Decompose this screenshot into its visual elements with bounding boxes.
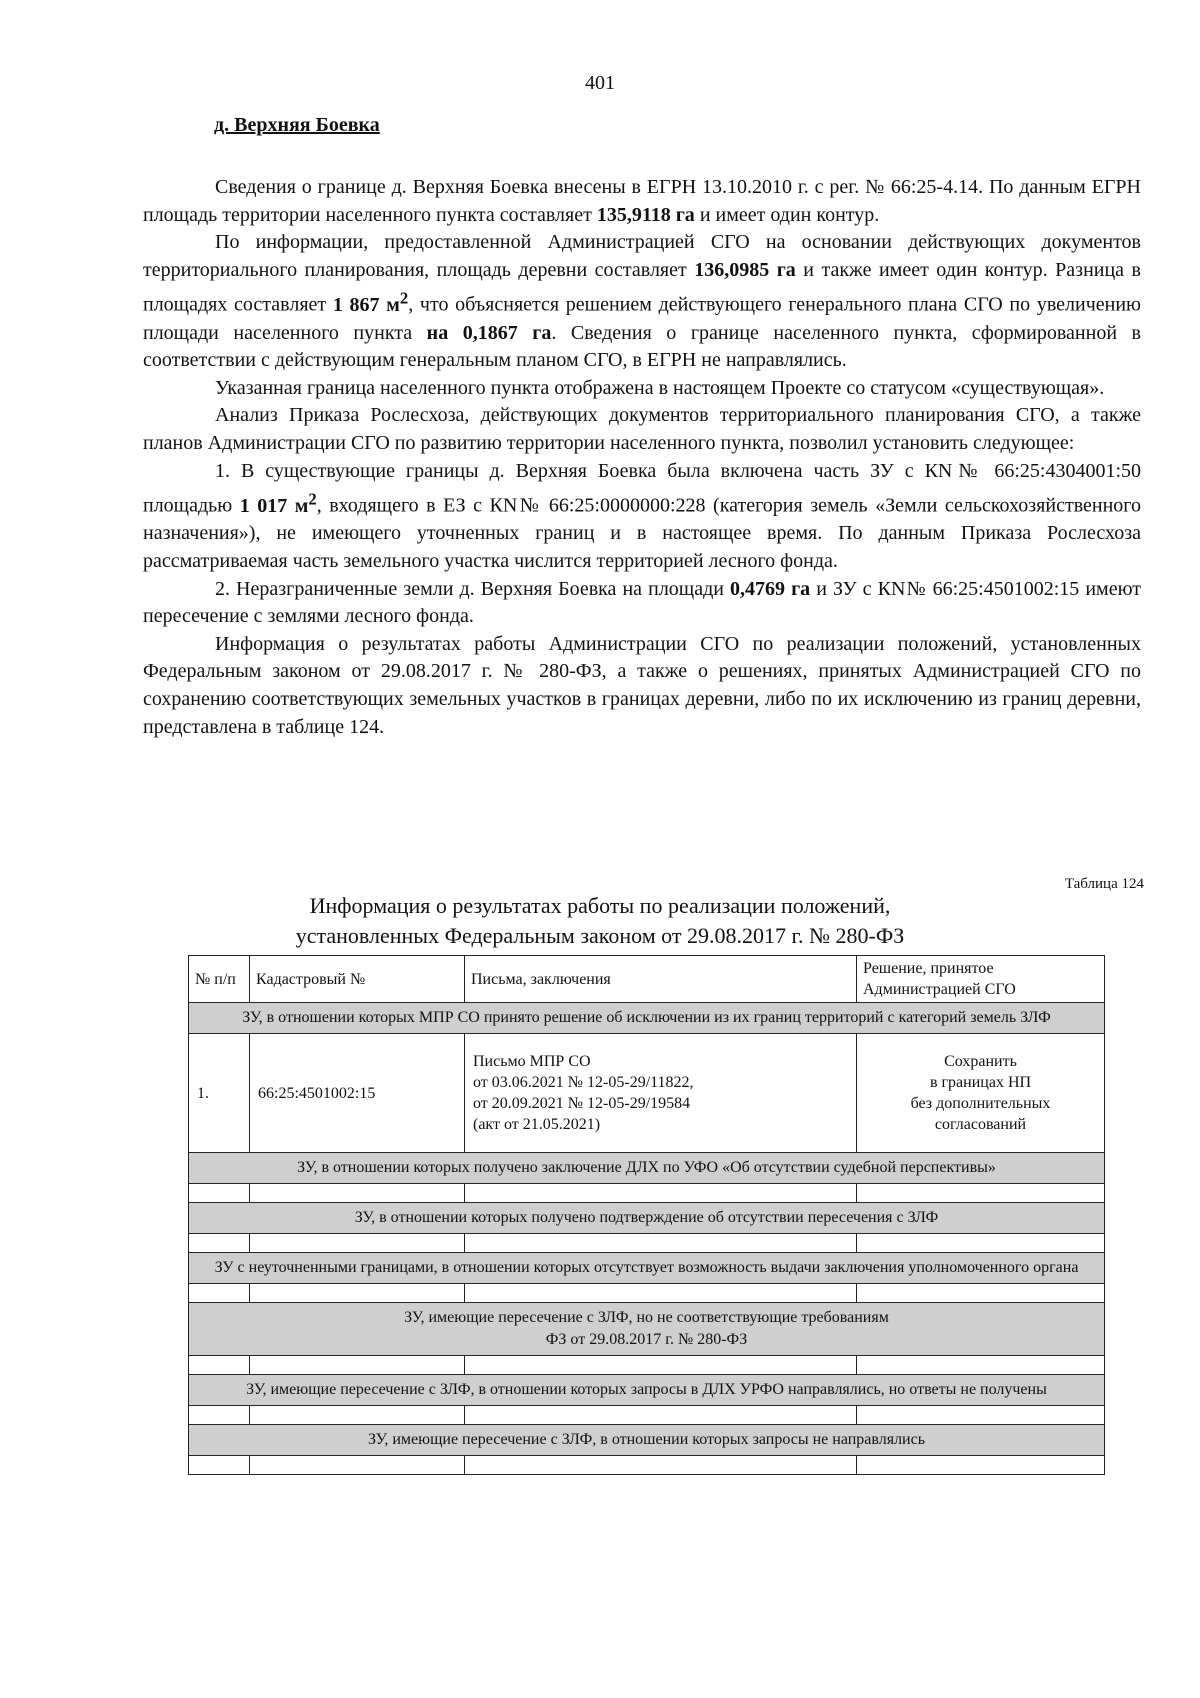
- paragraph-3: Указанная граница населенного пункта отображена в настоящем Проекте со статусом «существующая».: [215, 376, 1105, 399]
- row-cadastral: 66:25:4501002:15: [250, 1034, 465, 1153]
- empty-row: [189, 1406, 1105, 1425]
- group-row: [189, 1003, 1105, 1034]
- section-heading: д. Верхняя Боевка: [214, 114, 380, 136]
- group-row: [189, 1153, 1105, 1184]
- paragraph-4: Анализ Приказа Рослесхоза, действующих документов территориального планирования СГО, а также планов Администрации СГО по развитию территории населенного пункта, позволил установить следующее:: [143, 404, 1141, 454]
- letters-line: Письмо МПР СО: [473, 1053, 591, 1070]
- group-row: [189, 1303, 1105, 1356]
- page-number: 401: [585, 72, 615, 94]
- group-label-7: ЗУ, имеющие пересечение с ЗЛФ, в отношении которых запросы не направлялись: [189, 1425, 1105, 1456]
- row-decision: [857, 1034, 1105, 1153]
- decision-line: Сохранить: [944, 1053, 1017, 1070]
- group-row: [189, 1375, 1105, 1406]
- table-title: [0, 891, 1200, 951]
- empty-row: [189, 1456, 1105, 1475]
- group-row: [189, 1425, 1105, 1456]
- group-label-4: ЗУ с неуточненными границами, в отношении которых отсутствует возможность выдачи заключения уполномоченного органа: [189, 1253, 1105, 1284]
- decision-line: без дополнительных: [910, 1095, 1051, 1112]
- empty-row: [189, 1356, 1105, 1375]
- header-num: № п/п: [189, 956, 250, 1003]
- letters-line: от 03.06.2021 № 12-05-29/11822,: [473, 1074, 694, 1091]
- empty-row: [189, 1234, 1105, 1253]
- letters-line: от 20.09.2021 № 12-05-29/19584: [473, 1095, 691, 1112]
- group-label-1: ЗУ, в отношении которых МПР СО принято решение об исключении из их границ территорий с категорий земель ЗЛФ: [189, 1003, 1105, 1034]
- table-label: Таблица 124: [1064, 876, 1144, 892]
- group-label-6: ЗУ, имеющие пересечение с ЗЛФ, в отношении которых запросы в ДЛХ УРФО направлялись, но ответы не получены: [189, 1375, 1105, 1406]
- paragraph-1: Сведения о границе д. Верхняя Боевка внесены в ЕГРН 13.10.2010 г. с рег. № 66:25-4.14. По данным ЕГРН площадь территории населенного пункта составляет 135,9118 га и имеет один контур.: [143, 176, 1141, 226]
- results-table: [188, 955, 1105, 1475]
- table-title-line-2: установленных Федеральным законом от 29.08.2017 г. № 280-ФЗ: [295, 923, 905, 948]
- header-cadastral: Кадастровый №: [250, 956, 465, 1003]
- header-decision: Решение, принятое Администрацией СГО: [857, 956, 1105, 1003]
- group-label-2: ЗУ, в отношении которых получено заключение ДЛХ по УФО «Об отсутствии судебной перспективы»: [189, 1153, 1105, 1184]
- decision-line: согласований: [934, 1116, 1027, 1133]
- paragraph-7: Информация о результатах работы Администрации СГО по реализации положений, установленных Федеральным законом от 29.08.2017 г. № 280-ФЗ, а также о решениях, принятых Администрацией СГО по сохранению соответствующих земельных участков в границах деревни, либо по их исключению из границ деревни, представлена в таблице 124.: [143, 632, 1141, 738]
- table-title-line-1: Информация о результатах работы по реализации положений,: [309, 893, 891, 918]
- paragraph-5: 1. В существующие границы д. Верхняя Боевка была включена часть ЗУ с КN№ 66:25:4304001:50 площадью 1 017 $м^2$, входящего в ЕЗ с КN№ 66:25:0000000:228 (категория земель «Земли сельскохозяйственного назначения»), не имеющего уточненных границ и в настоящее время. По данным Приказа Рослесхоза рассматриваемая часть земельного участка числится территорией лесного фонда.: [143, 459, 1142, 573]
- empty-row: [189, 1284, 1105, 1303]
- paragraph-2: По информации, предоставленной Администрацией СГО на основании действующих документов территориального планирования, площадь деревни составляет 136,0985 га и также имеет один контур. Разница в площадях составляет 1 867 $м^2$, что объясняется решением действующего генерального плана СГО по увеличению площади населенного пункта на 0,1867 га. Сведения о границе населенного пункта, сформированной в соответствии с действующим генеральным планом СГО, в ЕГРН не направлялись.: [143, 231, 1141, 372]
- row-letters: [465, 1034, 857, 1153]
- group-row: [189, 1203, 1105, 1234]
- empty-row: [189, 1184, 1105, 1203]
- group-label-3: ЗУ, в отношении которых получено подтверждение об отсутствии пересечения с ЗЛФ: [189, 1203, 1105, 1234]
- header-letters: Письма, заключения: [465, 956, 857, 1003]
- decision-line: в границах НП: [929, 1074, 1032, 1091]
- group-row: [189, 1253, 1105, 1284]
- body-text: [143, 174, 1141, 741]
- row-num: 1.: [189, 1034, 250, 1153]
- group-label-5: ЗУ, имеющие пересечение с ЗЛФ, но не соответствующие требованиям ФЗ от 29.08.2017 г. № 280-ФЗ: [189, 1303, 1105, 1356]
- table-row: [189, 1034, 1105, 1153]
- letters-line: (акт от 21.05.2021): [473, 1116, 601, 1133]
- table-header-row: [189, 956, 1105, 1003]
- paragraph-6: 2. Неразграниченные земли д. Верхняя Боевка на площади 0,4769 га и ЗУ с КN№ 66:25:4501002:15 имеют пересечение с землями лесного фонда.: [143, 577, 1141, 628]
